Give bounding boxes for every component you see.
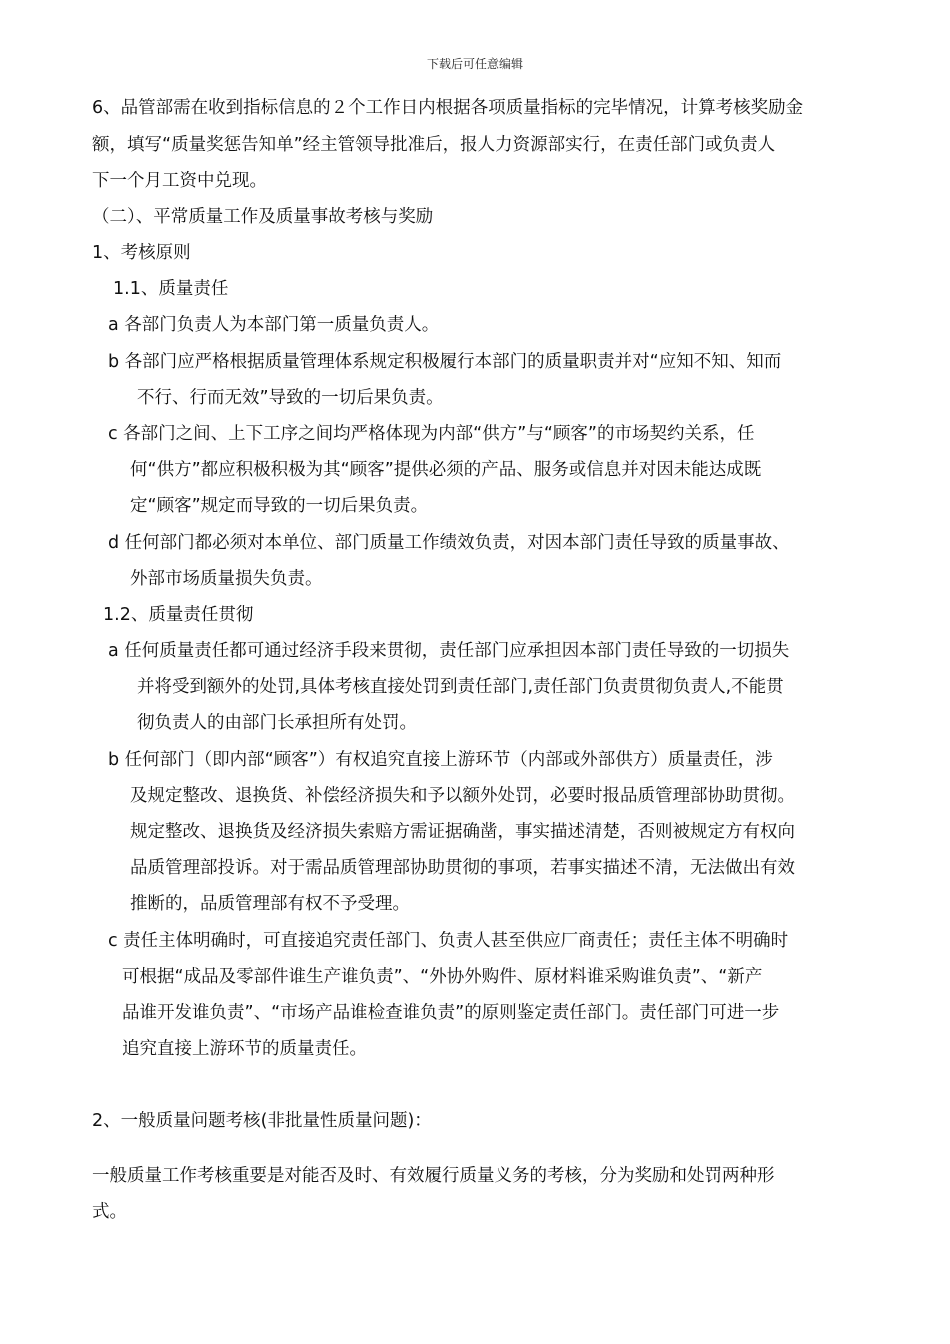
list-item-continuation: 推断的，品质管理部有权不予受理。	[130, 894, 410, 914]
list-item-continuation: 不行、行而无效”导致的一切后果负责。	[137, 388, 444, 408]
list-item: a 各部门负责人为本部门第一质量负责人。	[108, 315, 440, 335]
list-item-continuation: 追究直接上游环节的质量责任。	[122, 1039, 367, 1059]
list-item: d 任何部门都必须对本单位、部门质量工作绩效负责，对因本部门责任导致的质量事故、	[108, 533, 790, 553]
list-item: b 各部门应严格根据质量管理体系规定积极履行本部门的质量职责并对“应知不知、知而	[108, 352, 782, 372]
list-item-continuation: 彻负责人的由部门长承担所有处罚。	[137, 713, 417, 733]
list-item: a 任何质量责任都可通过经济手段来贯彻，责任部门应承担因本部门责任导致的一切损失	[108, 641, 790, 661]
list-item-continuation: 品谁开发谁负责”、“市场产品谁检查谁负责”的原则鉴定责任部门。责任部门可进一步	[122, 1003, 780, 1023]
subsection-heading: 1.1、质量责任	[113, 279, 229, 299]
subsection-heading: 1、考核原则	[92, 243, 191, 263]
paragraph-line: 一般质量工作考核重要是对能否及时、有效履行质量义务的考核，分为奖励和处罚两种形	[92, 1166, 775, 1186]
list-item-continuation: 何“供方”都应积极积极为其“顾客”提供必须的产品、服务或信息并对因未能达成既	[130, 460, 762, 480]
list-item: c 各部门之间、上下工序之间均严格体现为内部“供方”与“顾客”的市场契约关系，任	[108, 424, 755, 444]
list-item: b 任何部门（即内部“顾客”）有权追究直接上游环节（内部或外部供方）质量责任，涉	[108, 750, 773, 770]
list-item-continuation: 定“顾客”规定而导致的一切后果负责。	[130, 496, 429, 516]
subsection-heading: 1.2、质量责任贯彻	[103, 605, 254, 625]
list-item-continuation: 可根据“成品及零部件谁生产谁负责”、“外协外购件、原材料谁采购谁负责”、“新产	[122, 967, 763, 987]
section-heading: （二）、平常质量工作及质量事故考核与奖励	[92, 207, 434, 227]
list-item-continuation: 规定整改、退换货及经济损失索赔方需证据确凿，事实描述清楚，否则被规定方有权向	[130, 822, 795, 842]
subsection-heading: 2、一般质量问题考核(非批量性质量问题)：	[92, 1111, 432, 1131]
paragraph-line: 额，填写“质量奖惩告知单”经主管领导批准后，报人力资源部实行，在责任部门或负责人	[92, 135, 776, 155]
list-item-continuation: 并将受到额外的处罚,具体考核直接处罚到责任部门,责任部门负责贯彻负责人,不能贯	[137, 677, 784, 697]
paragraph-line: 式。	[92, 1202, 127, 1222]
paragraph-line: 下一个月工资中兑现。	[92, 171, 267, 191]
list-item-continuation: 及规定整改、退换货、补偿经济损失和予以额外处罚，必要时报品质管理部协助贯彻。	[130, 786, 795, 806]
list-item-continuation: 外部市场质量损失负责。	[130, 569, 323, 589]
list-item: c 责任主体明确时，可直接追究责任部门、负责人甚至供应厂商责任；责任主体不明确时	[108, 931, 789, 951]
paragraph-line: 6、品管部需在收到指标信息的２个工作日内根据各项质量指标的完毕情况，计算考核奖励金	[92, 98, 804, 118]
page-header: 下载后可任意编辑	[426, 57, 523, 71]
list-item-continuation: 品质管理部投诉。对于需品质管理部协助贯彻的事项，若事实描述不清，无法做出有效	[130, 858, 795, 878]
